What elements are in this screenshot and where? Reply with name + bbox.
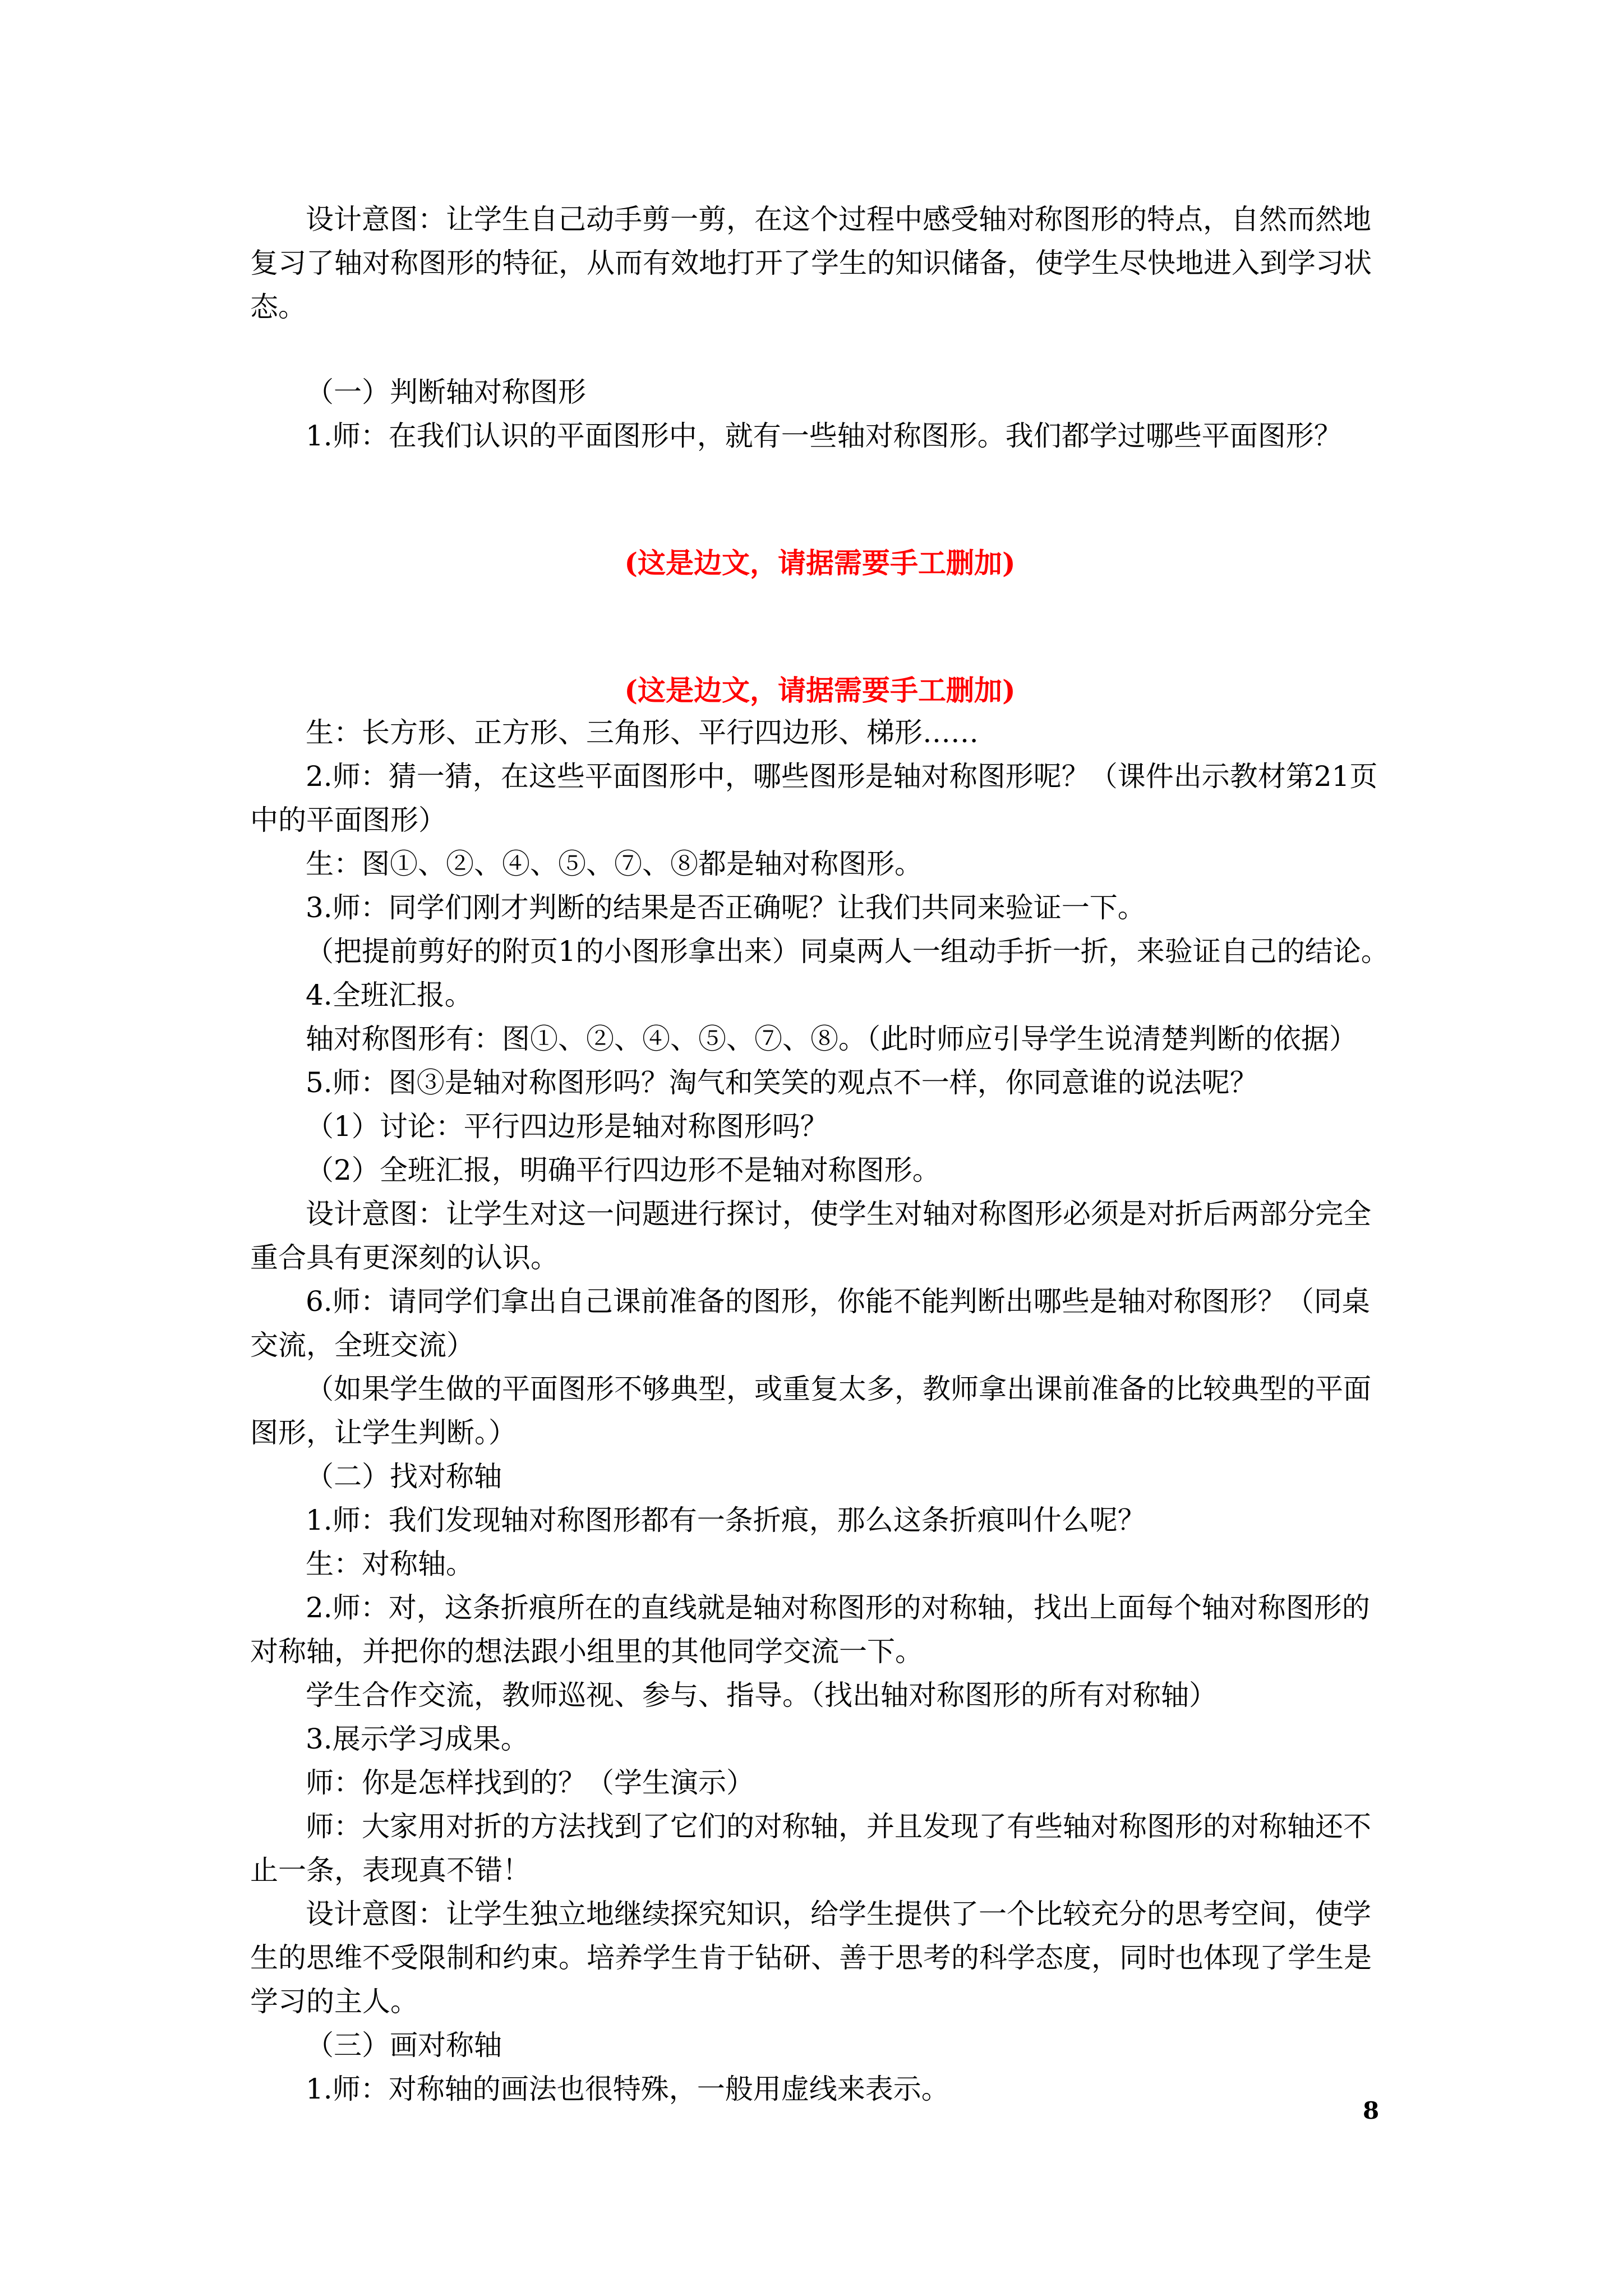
design-intent-paragraph: 设计意图：让学生自己动手剪一剪，在这个过程中感受轴对称图形的特点，自然而然地复习了轴对称图形的特征，从而有效地打开了学生的知识储备，使学生尽快地进入到学习状态。 [250, 203, 1372, 323]
page-number: 8 [1363, 2097, 1380, 2124]
paragraph: 学生合作交流，教师巡视、参与、指导。（找出轴对称图形的所有对称轴） [306, 1679, 1217, 1711]
paragraph: 生：对称轴。 [306, 1548, 474, 1580]
paragraph: 4.全班汇报。 [306, 979, 473, 1011]
section-heading: （三）画对称轴 [306, 2029, 502, 2062]
section-heading: （二）找对称轴 [306, 1460, 502, 1493]
design-intent-paragraph: 设计意图：让学生对这一问题进行探讨，使学生对轴对称图形必须是对折后两部分完全重合具有更深刻的认识。 [250, 1198, 1371, 1274]
paragraph: 师：大家用对折的方法找到了它们的对称轴，并且发现了有些轴对称图形的对称轴还不止一条，表现真不错！ [250, 1810, 1371, 1887]
paragraph: （把提前剪好的附页1的小图形拿出来）同桌两人一组动手折一折，来验证自己的结论。 [306, 935, 1389, 968]
paragraph: 5.师：图③是轴对称图形吗？淘气和笑笑的观点不一样，你同意谁的说法呢？ [306, 1066, 1258, 1099]
paragraph: （如果学生做的平面图形不够典型，或重复太多，教师拿出课前准备的比较典型的平面图形，让学生判断。） [250, 1373, 1371, 1449]
paragraph: （2）全班汇报，明确平行四边形不是轴对称图形。 [306, 1154, 940, 1186]
paragraph: 生：长方形、正方形、三角形、平行四边形、梯形…… [306, 716, 979, 749]
paragraph: 1.师：对称轴的画法也很特殊，一般用虚线来表示。 [306, 2073, 949, 2105]
design-intent-paragraph: 设计意图：让学生独立地继续探究知识，给学生提供了一个比较充分的思考空间，使学生的思维不受限制和约束。培养学生肯于钻研、善于思考的科学态度，同时也体现了学生是学习的主人。 [250, 1898, 1372, 2018]
margin-note: (这是边文，请据需要手工删加) [624, 546, 1016, 579]
paragraph: 轴对称图形有：图①、②、④、⑤、⑦、⑧。（此时师应引导学生说清楚判断的依据） [306, 1023, 1357, 1055]
paragraph: 6.师：请同学们拿出自己课前准备的图形，你能不能判断出哪些是轴对称图形？（同桌交流，全班交流） [250, 1285, 1370, 1361]
paragraph: 1.师：在我们认识的平面图形中，就有一些轴对称图形。我们都学过哪些平面图形？ [306, 420, 1342, 452]
paragraph: （1）讨论：平行四边形是轴对称图形吗？ [306, 1110, 828, 1143]
paragraph: 生：图①、②、④、⑤、⑦、⑧都是轴对称图形。 [306, 848, 923, 880]
paragraph: 3.展示学习成果。 [306, 1723, 529, 1755]
section-heading: （一）判断轴对称图形 [306, 376, 586, 408]
paragraph: 2.师：对，这条折痕所在的直线就是轴对称图形的对称轴，找出上面每个轴对称图形的对称轴，并把你的想法跟小组里的其他同学交流一下。 [250, 1591, 1370, 1668]
paragraph: 3.师：同学们刚才判断的结果是否正确呢？让我们共同来验证一下。 [306, 891, 1146, 924]
paragraph: 2.师：猜一猜，在这些平面图形中，哪些图形是轴对称图形呢？（课件出示教材第21页中的平面图形） [250, 760, 1378, 836]
paragraph: 师：你是怎样找到的？（学生演示） [306, 1766, 754, 1799]
paragraph: 1.师：我们发现轴对称图形都有一条折痕，那么这条折痕叫什么呢？ [306, 1504, 1146, 1536]
margin-note: (这是边文，请据需要手工删加) [624, 674, 1016, 707]
